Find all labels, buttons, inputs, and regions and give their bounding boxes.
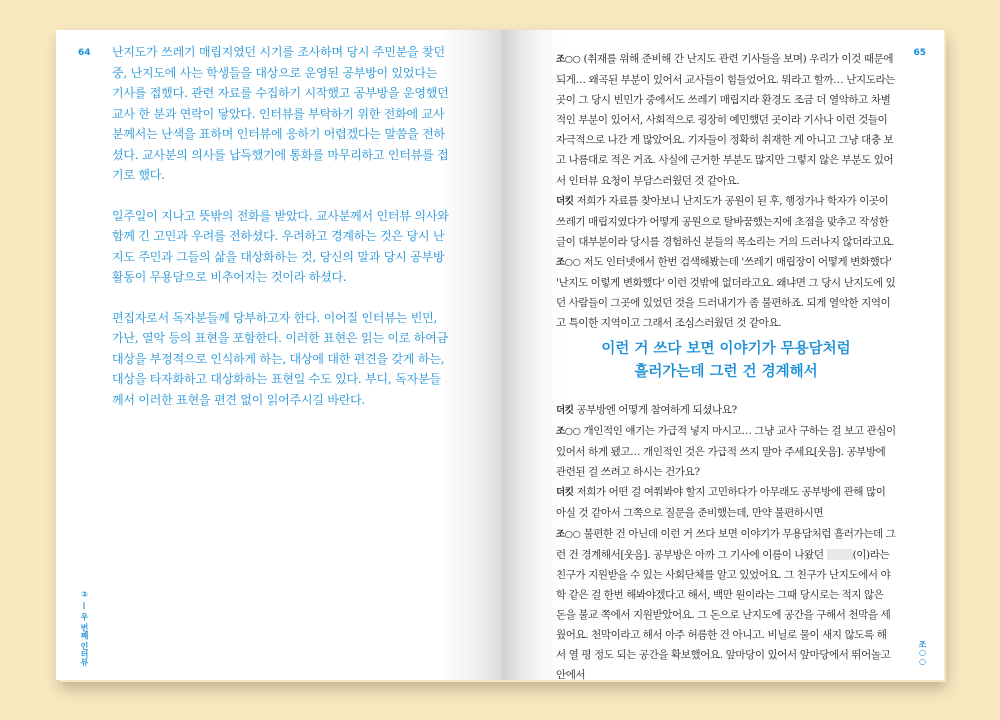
dialogue-text: (취재를 위해 준비해 간 난지도 관련 기사들을 보며) 우리가 이것 때문에 되게… 왜곡된 부분이 있어서 교사들이 힘들었어요. 뭐라고 할까… 난지도라는 곳이 그 당시 빈민가 중에서도 쓰레기 매립지라 환경도 조금 더 열악하고 차별적인 부분이 있어서, 사회적으로 굉장히 예민했던 곳이라 기사나 이런 것들이 자극적으로 나간 게 많았어요. 기자들이 정확히 취재한 게 아니고 그냥 대충 보고 나름대로 적은 거죠. 사실에 근거한 부분도 많지만 그렇지 않은 부분도 있어서 인터뷰 요청이 부담스러웠던 것 같아요. [556, 53, 895, 187]
editor-note [112, 42, 452, 430]
speaker-label: 조○○ [556, 528, 581, 540]
redacted-name [827, 549, 853, 560]
page-number-right: 65 [913, 48, 926, 58]
dialogue-line [556, 252, 896, 333]
dialogue-line [556, 49, 896, 191]
dialogue-line [556, 400, 896, 421]
speaker-label: 조○○ [556, 426, 581, 438]
editor-paragraph-2: 일주일이 지나고 뜻밖의 전화를 받았다. 교사분께서 인터뷰 의사와 함께 긴 고민과 우려를 전하셨다. 우려하고 경계하는 것은 당시 난지도 주민과 그들의 삶을 대상화하는 것, 당신의 말과 당시 공부방 활동이 무용담으로 비추어지는 것이라 하셨다. [112, 208, 449, 284]
dialogue-line [556, 421, 896, 482]
left-page [56, 30, 502, 680]
section-vertical-label: ② — 우 번째 인터뷰 [80, 590, 89, 667]
speaker-vertical-label: 조○○ [918, 640, 927, 666]
dialogue-text: (이)라는 친구가 지원받을 수 있는 사회단체를 알고 있었어요. 그 친구가 난지도에서 야학 같은 걸 한번 해봐야겠다고 해서, 백만 원이라는 그때 당시로는 적지 않은 돈을 불교 쪽에서 지원받았어요. 그 돈으로 난지도에 공간을 구해서 천막을 세웠어요. 천막이라고 해서 아주 허름한 건 아니고. 비닐로 물이 새지 않도록 해서 열 평 정도 되는 공간을 확보했어요. 앞마당이 있어서 앞마당에서 뛰어놀고 안에서 [556, 548, 891, 680]
interview-top [556, 49, 896, 333]
page-number-left: 64 [78, 48, 91, 58]
dialogue-text: 저희가 어떤 걸 여쭤봐야 할지 고민하다가 아무래도 공부방에 관해 많이 아실 것 같아서 그쪽으로 질문을 준비했는데, 만약 불편하시면 [556, 486, 886, 520]
editor-paragraph-1: 난지도가 쓰레기 매립지였던 시기를 조사하며 당시 주민분을 찾던 중, 난지도에 사는 학생들을 대상으로 운영된 공부방이 있었다는 기사를 접했다. 관련 자료를 수집하기 시작했고 공부방을 운영했던 교사 한 분과 연락이 닿았다. 인터뷰를 부탁하기 위한 전화에 교사분께서는 난색을 표하며 인터뷰에 응하기 어렵겠다는 말씀을 전하셨다. 교사분의 의사를 납득했기에 통화를 마무리하고 인터뷰를 접기로 했다. [112, 45, 449, 182]
right-page [502, 30, 944, 680]
speaker-label: 더킷 [556, 405, 574, 416]
dialogue-line [556, 482, 896, 523]
speaker-label: 조○○ [556, 54, 581, 65]
dialogue-text: 개인적인 얘기는 가급적 넣지 마시고… 그냥 교사 구하는 걸 보고 관심이 있어서 하게 됐고… 개인적인 것은 가급적 쓰지 말아 주세요[웃음]. 공부방에 관련된 걸 쓰려고 하시는 건가요? [556, 425, 896, 479]
pull-quote-line-1: 이런 거 쓰다 보면 이야기가 무용담처럼 [601, 341, 851, 357]
dialogue-text: 저도 인터넷에서 한번 검색해봤는데 '쓰레기 매립장이 어떻게 변화했다' '난지도 이렇게 변화했다' 이런 것밖에 없더라고요. 왜냐면 그 당시 난지도에 있던 사람들이 그곳에 있었던 것을 드러내기가 좀 불편하죠. 되게 열악한 지역이고 특이한 지역이고 그래서 조심스러웠던 것 같아요. [556, 255, 896, 330]
speaker-label: 조○○ [556, 256, 581, 268]
dialogue-line [556, 191, 896, 252]
dialogue-text: 저희가 자료를 찾아보니 난지도가 공원이 된 후, 행정가나 학자가 이곳이 쓰레기 매립지였다가 어떻게 공원으로 탈바꿈했는지에 초점을 맞추고 작성한 글이 대부분이라 당시를 경험하신 분들의 목소리는 거의 드러나지 않더라고요. [556, 194, 895, 248]
dialogue-text: 공부방엔 어떻게 참여하게 되셨나요? [573, 404, 737, 416]
dialogue-text: 불편한 건 아닌데 이런 거 쓰다 보면 이야기가 무용담처럼 흘러가는데 그런 건 경계해서[웃음]. 공부방은 아까 그 기사에 이름이 나왔던 [556, 527, 896, 561]
speaker-label: 더킷 [556, 487, 574, 499]
dialogue-line [556, 524, 896, 680]
editor-paragraph-3: 편집자로서 독자분들께 당부하고자 한다. 이어질 인터뷰는 빈민, 가난, 열악 등의 표현을 포함한다. 이러한 표현은 읽는 이로 하여금 대상을 부정적으로 인식하게 하는, 대상에 대한 편견을 갖게 하는, 대상을 타자화하고 대상화하는 표현일 수도 있다. 부디, 독자분들께서 이러한 표현을 편견 없이 읽어주시길 바란다. [112, 310, 448, 407]
interview-bottom [556, 400, 896, 680]
pull-quote-line-2: 흘러가는데 그런 건 경계해서 [634, 364, 818, 380]
pull-quote [556, 338, 896, 384]
speaker-label: 더킷 [556, 195, 574, 207]
